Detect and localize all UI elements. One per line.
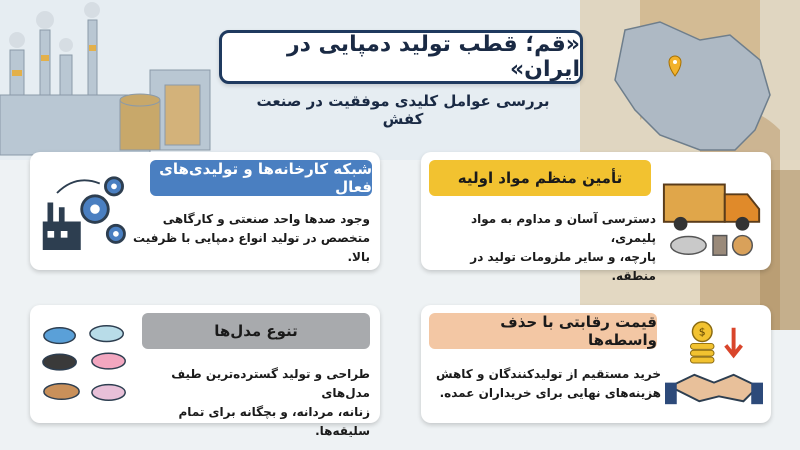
- card-materials-header: تأمین منظم مواد اولیه: [429, 160, 651, 196]
- card-price-header: قیمت رقابتی با حذف واسطه‌ها: [429, 313, 657, 349]
- card-factories-body: [125, 210, 370, 267]
- handshake-coins-icon: [665, 317, 763, 412]
- slippers-icon: [38, 317, 136, 412]
- card-models-header: تنوع مدل‌ها: [142, 313, 370, 349]
- factory-gears-icon: [38, 167, 133, 257]
- page-subtitle: بررسی عوامل کلیدی موفقیت در صنعت کفش: [256, 92, 550, 128]
- delivery-truck-icon: [659, 164, 767, 259]
- card-price-line1: خرید مستقیم از تولیدکنندگان و کاهش: [436, 367, 661, 381]
- card-price-body: [431, 365, 661, 403]
- card-models-line1: طراحی و تولید گسترده‌ترین طیف مدل‌های: [171, 367, 370, 400]
- card-materials: [421, 152, 771, 283]
- card-factories-line2: متخصص در تولید انواع دمپایی با ظرفیت بالا.: [133, 231, 370, 264]
- card-materials-body: [431, 210, 656, 286]
- card-materials-line2: پارچه، و سایر ملزومات تولید در منطقه.: [470, 250, 656, 283]
- card-models-body: [140, 365, 370, 441]
- card-factories-header: شبکه کارخانه‌ها و تولیدی‌های فعال: [150, 160, 372, 196]
- card-models: [30, 305, 380, 438]
- card-price: [421, 305, 771, 423]
- card-factories-line1: وجود صدها واحد صنعتی و کارگاهی: [162, 212, 370, 226]
- title-box: [219, 30, 583, 84]
- card-models-line2: زنانه، مردانه، و بچگانه برای تمام سلیقه‌ها.: [178, 405, 370, 438]
- page-title: «قم؛ قطب تولید دمپایی در ایران»: [286, 32, 580, 82]
- card-factories: [30, 152, 380, 270]
- card-price-line2: هزینه‌های نهایی برای خریداران عمده.: [439, 386, 661, 400]
- card-materials-line1: دسترسی آسان و مداوم به مواد پلیمری،: [470, 212, 656, 245]
- svg-text:$: $: [698, 325, 706, 339]
